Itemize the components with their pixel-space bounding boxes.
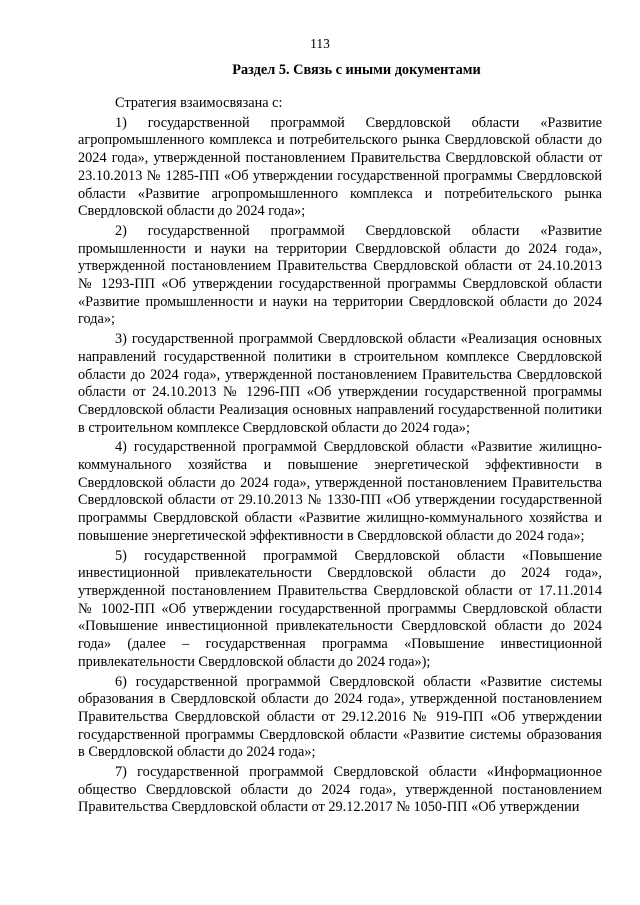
list-item: 7) государственной программой Свердловской области «Информационное общество Свердловской области до 2024 года», утвержденной постановлением Правительства Свердловской области от 29.12.2017 № 1050-ПП «Об утверждении <box>78 764 602 816</box>
list-item: 5) государственной программой Свердловской области «Повышение инвестиционной привлекательности Свердловской области до 2024 года», утвержденной постановлением Правительства Свердловской области от 17.11.2014 № 1002-ПП «Об утверждении государственной программы Свердловской области «Повышение инвестиционной привлекательности Свердловской области до 2024 года» (далее – государственная программа «Повышение инвестиционной привлекательности Свердловской области до 2024 года»); <box>78 547 602 670</box>
list-item: 4) государственной программой Свердловской области «Развитие жилищно-коммунального хозяйства и повышение энергетической эффективности в Свердловской области до 2024 года», утвержденной постановлением Правительства Свердловской области от 29.10.2013 № 1330-ПП «Об утверждении государственной программы Свердловской области «Развитие жилищно-коммунального хозяйства и повышение энергетической эффективности в Свердловской области до 2024 года»; <box>78 439 602 544</box>
page-number: 113 <box>310 36 330 51</box>
intro-paragraph: Стратегия взаимосвязана с: <box>115 95 283 111</box>
list-item: 1) государственной программой Свердловской области «Развитие агропромышленного комплекса и потребительского рынка Свердловской области до 2024 года», утвержденной постановлением Правительства Свердловской области от 23.10.2013 № 1285-ПП «Об утверждении государственной программы Свердловской области «Развитие агропромышленного комплекса и потребительского рынка Свердловской области до 2024 года»; <box>78 114 602 220</box>
list-item: 2) государственной программой Свердловской области «Развитие промышленности и науки на территории Свердловской области до 2024 года», утвержденной постановлением Правительства Свердловской области от 24.10.2013 № 1293-ПП «Об утверждении государственной программы Свердловской области «Развитие промышленности и науки на территории Свердловской области до 2024 года»; <box>78 222 602 328</box>
list-item: 3) государственной программой Свердловской области «Реализация основных направлений государственной политики в строительном комплексе Свердловской области до 2024 года», утвержденной постановлением Правительства Свердловской области от 24.10.2013 № 1296-ПП «Об утверждении государственной программы Свердловской области Реализация основных направлений государственной политики в строительном комплексе Свердловской области до 2024 года»; <box>78 331 602 436</box>
document-body <box>78 95 602 819</box>
list-item: 6) государственной программой Свердловской области «Развитие системы образования в Свердловской области до 2024 года», утвержденной постановлением Правительства Свердловской области от 29.12.2016 № 919-ПП «Об утверждении государственной программы Свердловской области «Развитие системы образования в Свердловской области до 2024 года»; <box>78 673 602 761</box>
section-title: Раздел 5. Связь с иными документами <box>232 62 481 78</box>
